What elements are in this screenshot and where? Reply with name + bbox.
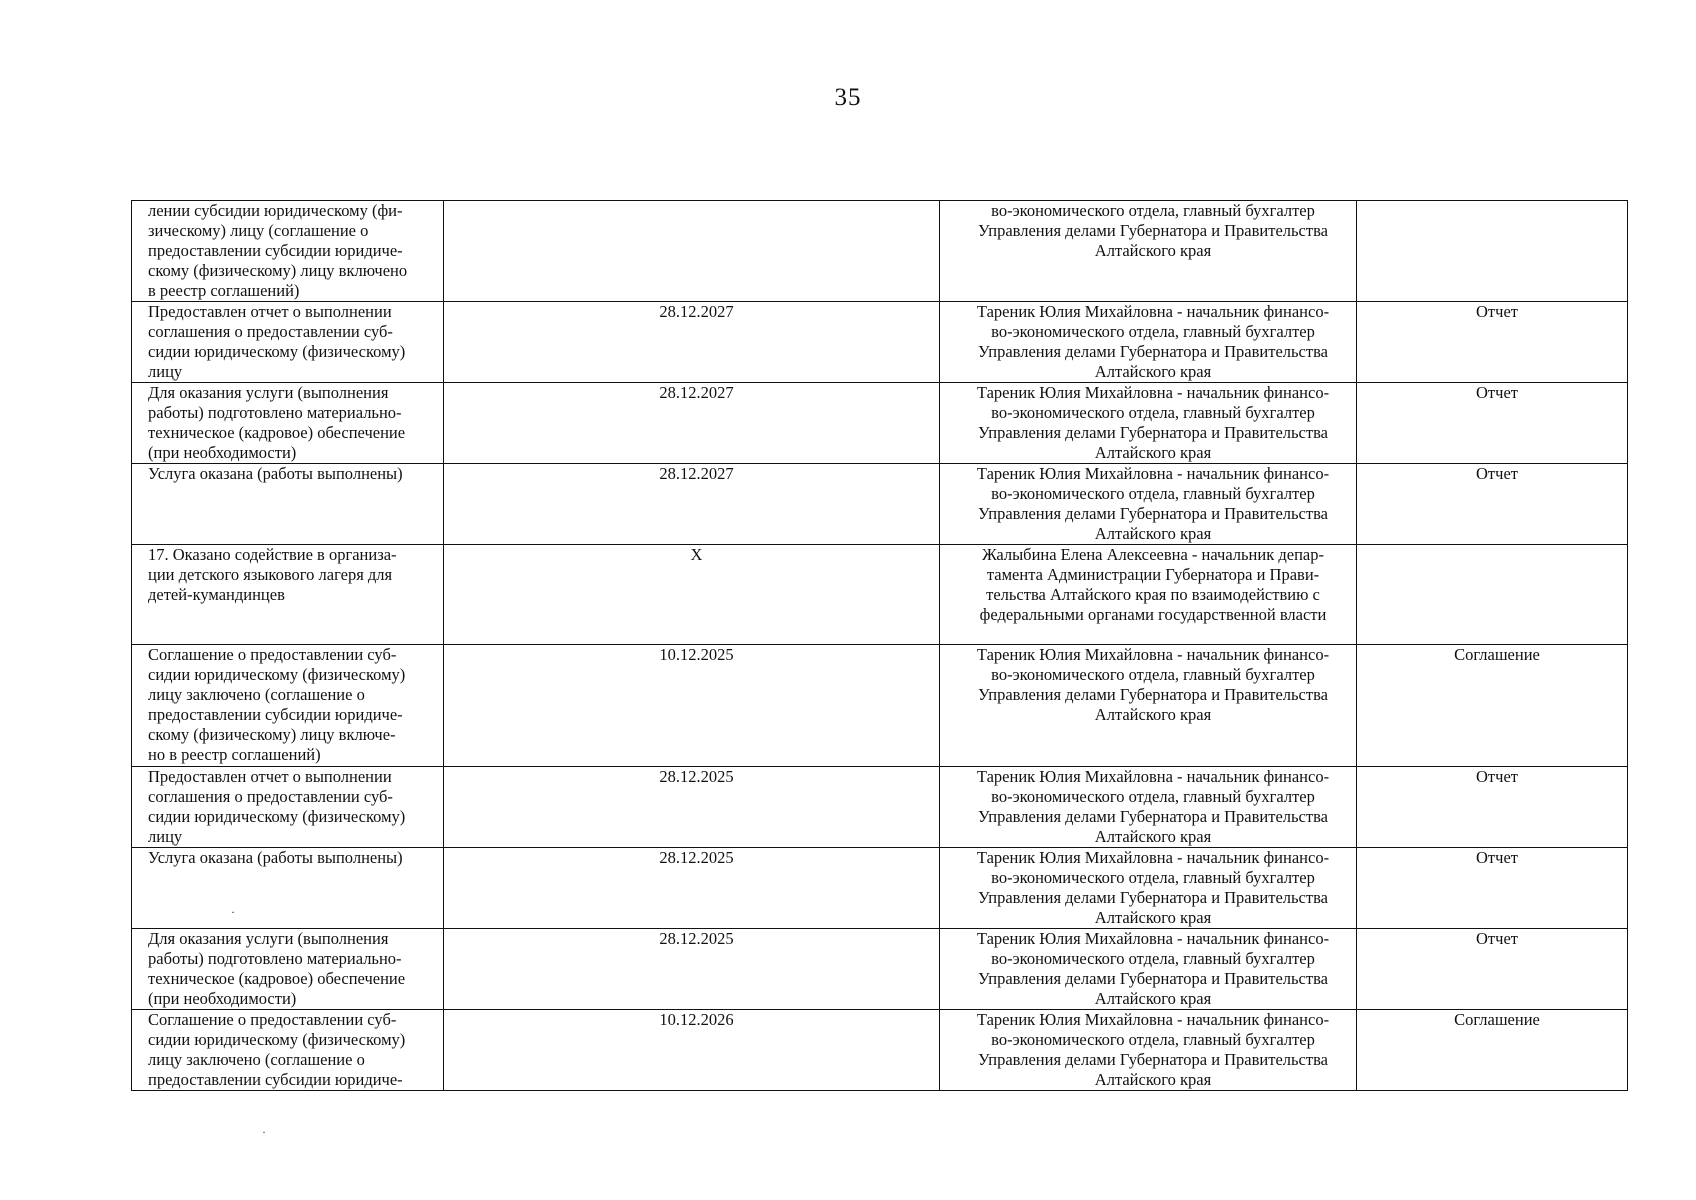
event-cell	[132, 383, 444, 464]
event-cell-line: предоставлении субсидии юридиче-	[148, 241, 403, 260]
responsible-cell-line: Тареник Юлия Михайловна - начальник финансо-	[976, 645, 1330, 664]
table-row	[132, 201, 1628, 302]
event-cell-line: сидии юридическому (физическому)	[148, 807, 406, 826]
responsible-cell-line: Алтайского края	[1094, 241, 1212, 260]
table-row	[132, 645, 1628, 767]
document-cell	[1357, 201, 1628, 302]
responsible-cell-line: Алтайского края	[1094, 989, 1212, 1008]
responsible-cell-line: Тареник Юлия Михайловна - начальник финансо-	[976, 464, 1330, 483]
document-cell	[1357, 383, 1628, 464]
responsible-cell-line: Алтайского края	[1094, 443, 1212, 462]
document-cell-value: Соглашение	[1454, 645, 1540, 664]
event-cell-line: (при необходимости)	[148, 443, 297, 462]
responsible-cell-line: во-экономического отдела, главный бухгалтер	[991, 949, 1315, 968]
document-cell-value: Отчет	[1476, 383, 1518, 402]
event-cell	[132, 201, 444, 302]
document-cell	[1357, 645, 1628, 767]
responsible-cell	[940, 302, 1357, 383]
responsible-cell-line: Управления делами Губернатора и Правительства	[978, 969, 1328, 988]
event-cell-line: но в реестр соглашений)	[148, 745, 321, 764]
event-cell-line: Соглашение о предоставлении суб-	[148, 1010, 397, 1029]
responsible-cell-line: во-экономического отдела, главный бухгалтер	[991, 868, 1315, 887]
table-row	[132, 1010, 1628, 1091]
responsible-cell-line: во-экономического отдела, главный бухгалтер	[991, 665, 1315, 684]
responsible-cell-line: Алтайского края	[1094, 908, 1212, 927]
document-cell-value: Отчет	[1476, 464, 1518, 483]
event-cell-line: 17. Оказано содействие в организа-	[148, 545, 397, 564]
document-cell-value: Отчет	[1476, 848, 1518, 867]
date-cell	[444, 302, 940, 383]
date-cell	[444, 1010, 940, 1091]
table-row	[132, 767, 1628, 848]
table-row	[132, 929, 1628, 1010]
date-cell	[444, 767, 940, 848]
event-cell-line: лицу заключено (соглашение о	[148, 1050, 365, 1069]
responsible-cell-line: Алтайского края	[1094, 524, 1212, 543]
date-cell-value: 10.12.2026	[659, 1010, 734, 1029]
plan-table	[131, 200, 1628, 1091]
event-cell-line: Предоставлен отчет о выполнении	[148, 302, 392, 321]
document-cell	[1357, 929, 1628, 1010]
event-cell-line: работы) подготовлено материально-	[148, 949, 402, 968]
responsible-cell	[940, 848, 1357, 929]
document-cell-value: Отчет	[1476, 767, 1518, 786]
date-cell-value: 10.12.2025	[659, 645, 734, 664]
responsible-cell-line: во-экономического отдела, главный бухгалтер	[991, 201, 1315, 220]
event-cell-line: работы) подготовлено материально-	[148, 403, 402, 422]
responsible-cell	[940, 383, 1357, 464]
date-cell	[444, 929, 940, 1010]
date-cell-value: 28.12.2025	[659, 767, 734, 786]
date-cell	[444, 848, 940, 929]
event-cell-line: соглашения о предоставлении суб-	[148, 322, 393, 341]
event-cell-line: лении субсидии юридическому (фи-	[148, 201, 403, 220]
date-cell-value: 28.12.2027	[659, 464, 734, 483]
responsible-cell-line: Жалыбина Елена Алексеевна - начальник депар-	[982, 545, 1324, 564]
event-cell-line: Предоставлен отчет о выполнении	[148, 767, 392, 786]
table-row	[132, 464, 1628, 545]
event-cell	[132, 302, 444, 383]
responsible-cell-line: Управления делами Губернатора и Правительства	[978, 504, 1328, 523]
responsible-cell	[940, 929, 1357, 1010]
event-cell-line: в реестр соглашений)	[148, 281, 300, 300]
document-cell	[1357, 302, 1628, 383]
document-cell-value: Отчет	[1476, 929, 1518, 948]
date-cell	[444, 201, 940, 302]
responsible-cell-line: во-экономического отдела, главный бухгалтер	[991, 484, 1315, 503]
event-cell-line: Для оказания услуги (выполнения	[148, 383, 389, 402]
responsible-cell-line: во-экономического отдела, главный бухгалтер	[991, 1030, 1315, 1049]
responsible-cell-line: тельства Алтайского края по взаимодействию с	[986, 585, 1320, 604]
event-cell-line: сидии юридическому (физическому)	[148, 1030, 406, 1049]
responsible-cell	[940, 545, 1357, 645]
event-cell	[132, 545, 444, 645]
responsible-cell	[940, 201, 1357, 302]
responsible-cell-line: Алтайского края	[1094, 705, 1212, 724]
responsible-cell	[940, 767, 1357, 848]
event-cell-line: предоставлении субсидии юридиче-	[148, 705, 403, 724]
document-cell	[1357, 464, 1628, 545]
table-row	[132, 545, 1628, 645]
document-cell	[1357, 545, 1628, 645]
responsible-cell-line: Управления делами Губернатора и Правительства	[978, 888, 1328, 907]
scan-speck: ·	[231, 905, 235, 919]
event-cell	[132, 767, 444, 848]
event-cell-line: ции детского языкового лагеря для	[148, 565, 393, 584]
responsible-cell-line: Управления делами Губернатора и Правительства	[978, 221, 1328, 240]
event-cell-line: соглашения о предоставлении суб-	[148, 787, 393, 806]
event-cell-line: Соглашение о предоставлении суб-	[148, 645, 397, 664]
event-cell-line: Для оказания услуги (выполнения	[148, 929, 389, 948]
responsible-cell-line: Управления делами Губернатора и Правительства	[978, 342, 1328, 361]
responsible-cell-line: Алтайского края	[1094, 1070, 1212, 1089]
responsible-cell-line: во-экономического отдела, главный бухгалтер	[991, 322, 1315, 341]
responsible-cell-line: Тареник Юлия Михайловна - начальник финансо-	[976, 1010, 1330, 1029]
responsible-cell	[940, 1010, 1357, 1091]
event-cell-line: скому (физическому) лицу включено	[148, 261, 408, 280]
date-cell-value: Х	[690, 545, 703, 564]
responsible-cell-line: во-экономического отдела, главный бухгалтер	[991, 787, 1315, 806]
responsible-cell	[940, 645, 1357, 767]
responsible-cell-line: Тареник Юлия Михайловна - начальник финансо-	[976, 302, 1330, 321]
date-cell-value: 28.12.2027	[659, 302, 734, 321]
responsible-cell-line: Управления делами Губернатора и Правительства	[978, 685, 1328, 704]
event-cell-line: (при необходимости)	[148, 989, 297, 1008]
event-cell-line: лицу	[148, 362, 183, 381]
event-cell-line: скому (физическому) лицу включе-	[148, 725, 396, 744]
date-cell-value: 28.12.2027	[659, 383, 734, 402]
event-cell-line: предоставлении субсидии юридиче-	[148, 1070, 403, 1089]
responsible-cell-line: Управления делами Губернатора и Правительства	[978, 1050, 1328, 1069]
event-cell	[132, 929, 444, 1010]
table-row	[132, 848, 1628, 929]
responsible-cell-line: Тареник Юлия Михайловна - начальник финансо-	[976, 929, 1330, 948]
document-cell	[1357, 1010, 1628, 1091]
date-cell	[444, 545, 940, 645]
event-cell	[132, 1010, 444, 1091]
responsible-cell-line: тамента Администрации Губернатора и Прави-	[986, 565, 1320, 584]
date-cell	[444, 645, 940, 767]
date-cell-value: 28.12.2025	[659, 929, 734, 948]
event-cell-line: сидии юридическому (физическому)	[148, 342, 406, 361]
responsible-cell-line: Тареник Юлия Михайловна - начальник финансо-	[976, 767, 1330, 786]
document-cell	[1357, 767, 1628, 848]
event-cell-line: сидии юридическому (физическому)	[148, 665, 406, 684]
document-cell-value: Соглашение	[1454, 1010, 1540, 1029]
responsible-cell-line: Управления делами Губернатора и Правительства	[978, 807, 1328, 826]
scan-speck: ·	[262, 1125, 266, 1139]
date-cell	[444, 383, 940, 464]
event-cell-line: лицу заключено (соглашение о	[148, 685, 365, 704]
event-cell-line: детей-кумандинцев	[148, 585, 285, 604]
responsible-cell-line: Управления делами Губернатора и Правительства	[978, 423, 1328, 442]
event-cell-line: Услуга оказана (работы выполнены)	[148, 848, 403, 867]
responsible-cell-line: Тареник Юлия Михайловна - начальник финансо-	[976, 383, 1330, 402]
date-cell	[444, 464, 940, 545]
document-cell-value: Отчет	[1476, 302, 1518, 321]
responsible-cell-line: Алтайского края	[1094, 362, 1212, 381]
responsible-cell-line: Алтайского края	[1094, 827, 1212, 846]
event-cell	[132, 645, 444, 767]
event-cell-line: техническое (кадровое) обеспечение	[148, 969, 406, 988]
responsible-cell-line: Тареник Юлия Михайловна - начальник финансо-	[976, 848, 1330, 867]
table-row	[132, 302, 1628, 383]
event-cell-line: Услуга оказана (работы выполнены)	[148, 464, 403, 483]
event-cell	[132, 464, 444, 545]
document-cell	[1357, 848, 1628, 929]
event-cell	[132, 848, 444, 929]
page-number: 35	[834, 84, 862, 111]
event-cell-line: лицу	[148, 827, 183, 846]
table-row	[132, 383, 1628, 464]
date-cell-value: 28.12.2025	[659, 848, 734, 867]
event-cell-line: техническое (кадровое) обеспечение	[148, 423, 406, 442]
responsible-cell	[940, 464, 1357, 545]
responsible-cell-line: во-экономического отдела, главный бухгалтер	[991, 403, 1315, 422]
plan-table-body	[132, 201, 1628, 1091]
responsible-cell-line: федеральными органами государственной власти	[979, 605, 1327, 624]
event-cell-line: зическому) лицу (соглашение о	[148, 221, 369, 240]
